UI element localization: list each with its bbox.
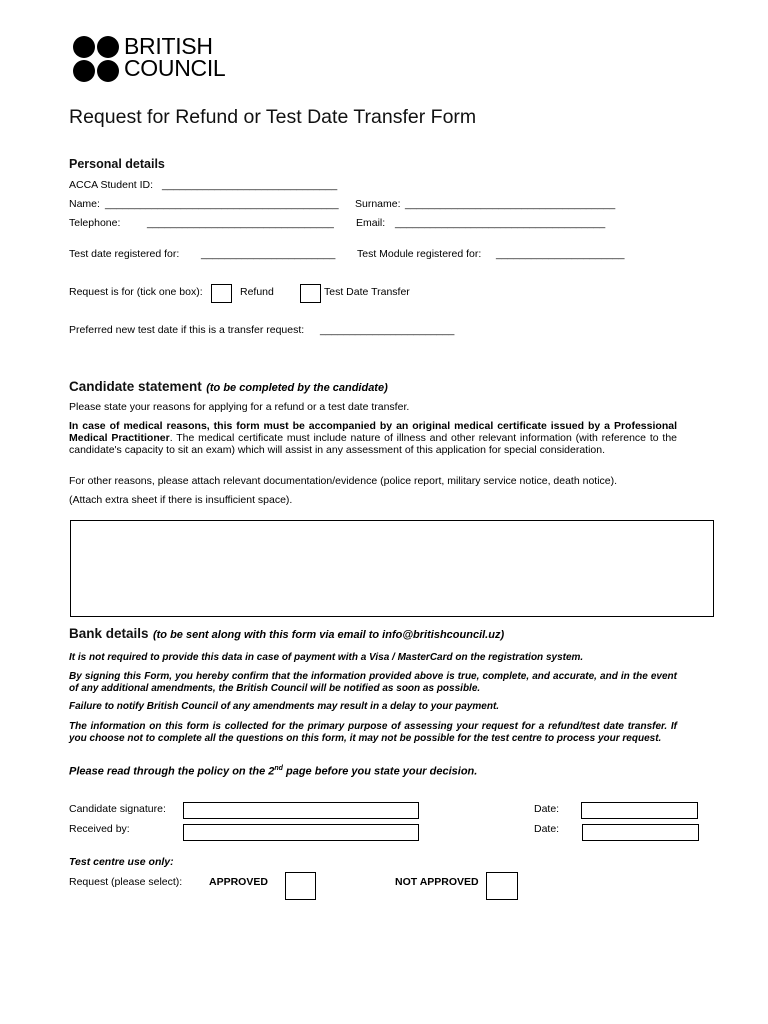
personal-details-heading: Personal details	[69, 157, 165, 171]
preferred-date-field[interactable]: _______________________	[320, 324, 455, 336]
policy-note-sup: nd	[274, 765, 283, 772]
date-label-1: Date:	[534, 803, 560, 815]
student-id-field[interactable]: ______________________________	[162, 179, 338, 191]
candidate-heading-note: (to be completed by the candidate)	[206, 382, 388, 394]
medical-reasons-bold: In case of medical reasons, this form must be accompanied by an original medical certificate issued by a Professional Medical Practitioner	[69, 420, 677, 444]
other-reasons-paragraph: For other reasons, please attach relevant documentation/evidence (police report, military service notice, death notice).	[69, 475, 618, 487]
approved-checkbox[interactable]	[285, 872, 316, 900]
surname-field[interactable]: ____________________________________	[405, 198, 616, 210]
test-date-label: Test date registered for:	[69, 248, 180, 260]
candidate-heading-text: Candidate statement	[69, 379, 202, 394]
bank-note-privacy: The information on this form is collected for the primary purpose of assessing your request for a refund/test date transfer. If you choose not to complete all the questions on this form, it may not be possible for the test centre to process your request.	[69, 721, 677, 744]
bank-details-heading	[69, 625, 504, 643]
email-label: Email:	[356, 217, 386, 229]
policy-note-a: Please read through the policy on the 2	[69, 765, 275, 778]
request-type-label: Request is for (tick one box):	[69, 286, 203, 298]
test-module-field[interactable]: ______________________	[496, 248, 625, 260]
test-centre-heading: Test centre use only:	[69, 856, 174, 868]
candidate-statement-heading	[69, 378, 388, 396]
logo-line-2: COUNCIL	[124, 55, 226, 81]
signature-date-field[interactable]	[581, 802, 698, 819]
statement-text-area[interactable]	[70, 520, 714, 617]
extra-sheet-note: (Attach extra sheet if there is insufficient space).	[69, 494, 293, 506]
logo-line-1: BRITISH	[124, 33, 213, 59]
candidate-signature-label: Candidate signature:	[69, 803, 166, 815]
transfer-checkbox[interactable]	[300, 284, 321, 303]
preferred-date-label: Preferred new test date if this is a transfer request:	[69, 324, 305, 336]
received-by-label: Received by:	[69, 823, 130, 835]
bank-heading-note: (to be sent along with this form via email to info@britishcouncil.uz)	[152, 629, 505, 641]
date-label-2: Date:	[534, 823, 560, 835]
logo-text	[124, 35, 225, 79]
approved-label: APPROVED	[209, 876, 268, 888]
page-title: Request for Refund or Test Date Transfer Form	[69, 106, 477, 128]
student-id-label: ACCA Student ID:	[69, 179, 154, 191]
not-approved-checkbox[interactable]	[486, 872, 518, 900]
test-module-label: Test Module registered for:	[357, 248, 482, 260]
candidate-instruction: Please state your reasons for applying for a refund or a test date transfer.	[69, 401, 410, 413]
telephone-field[interactable]: ________________________________	[147, 217, 334, 229]
policy-note	[69, 763, 677, 778]
british-council-logo	[73, 33, 243, 82]
refund-checkbox[interactable]	[211, 284, 232, 303]
test-date-field[interactable]: _______________________	[201, 248, 336, 260]
transfer-label: Test Date Transfer	[324, 286, 410, 298]
name-label: Name:	[69, 198, 100, 210]
candidate-signature-field[interactable]	[183, 802, 419, 819]
bank-heading-text: Bank details	[69, 626, 149, 641]
medical-reasons-paragraph	[69, 420, 677, 456]
logo-dots-icon	[73, 36, 121, 82]
email-field[interactable]: ____________________________________	[395, 217, 606, 229]
received-by-field[interactable]	[183, 824, 419, 841]
bank-note-confirmation: By signing this Form, you hereby confirm that the information provided above is true, complete, and accurate, and in the event of any additional amendments, the British Council will be notified as soon as possible.	[69, 671, 677, 694]
medical-reasons-rest: . The medical certificate must include nature of illness and other relevant information (with reference to the candidate's capacity to sit an exam) which will assist in any assessment of this application for special consideration.	[69, 432, 677, 456]
name-field[interactable]: ________________________________________	[105, 198, 339, 210]
surname-label: Surname:	[355, 198, 401, 210]
request-select-label: Request (please select):	[69, 876, 183, 888]
bank-note-failure: Failure to notify British Council of any amendments may result in a delay to your payment.	[69, 701, 500, 712]
not-approved-label: NOT APPROVED	[395, 876, 479, 888]
policy-note-b: page before you state your decision.	[282, 765, 478, 778]
bank-note-visa: It is not required to provide this data in case of payment with a Visa / MasterCard on the registration system.	[69, 652, 584, 663]
refund-label: Refund	[240, 286, 274, 298]
telephone-label: Telephone:	[69, 217, 121, 229]
received-date-field[interactable]	[582, 824, 699, 841]
